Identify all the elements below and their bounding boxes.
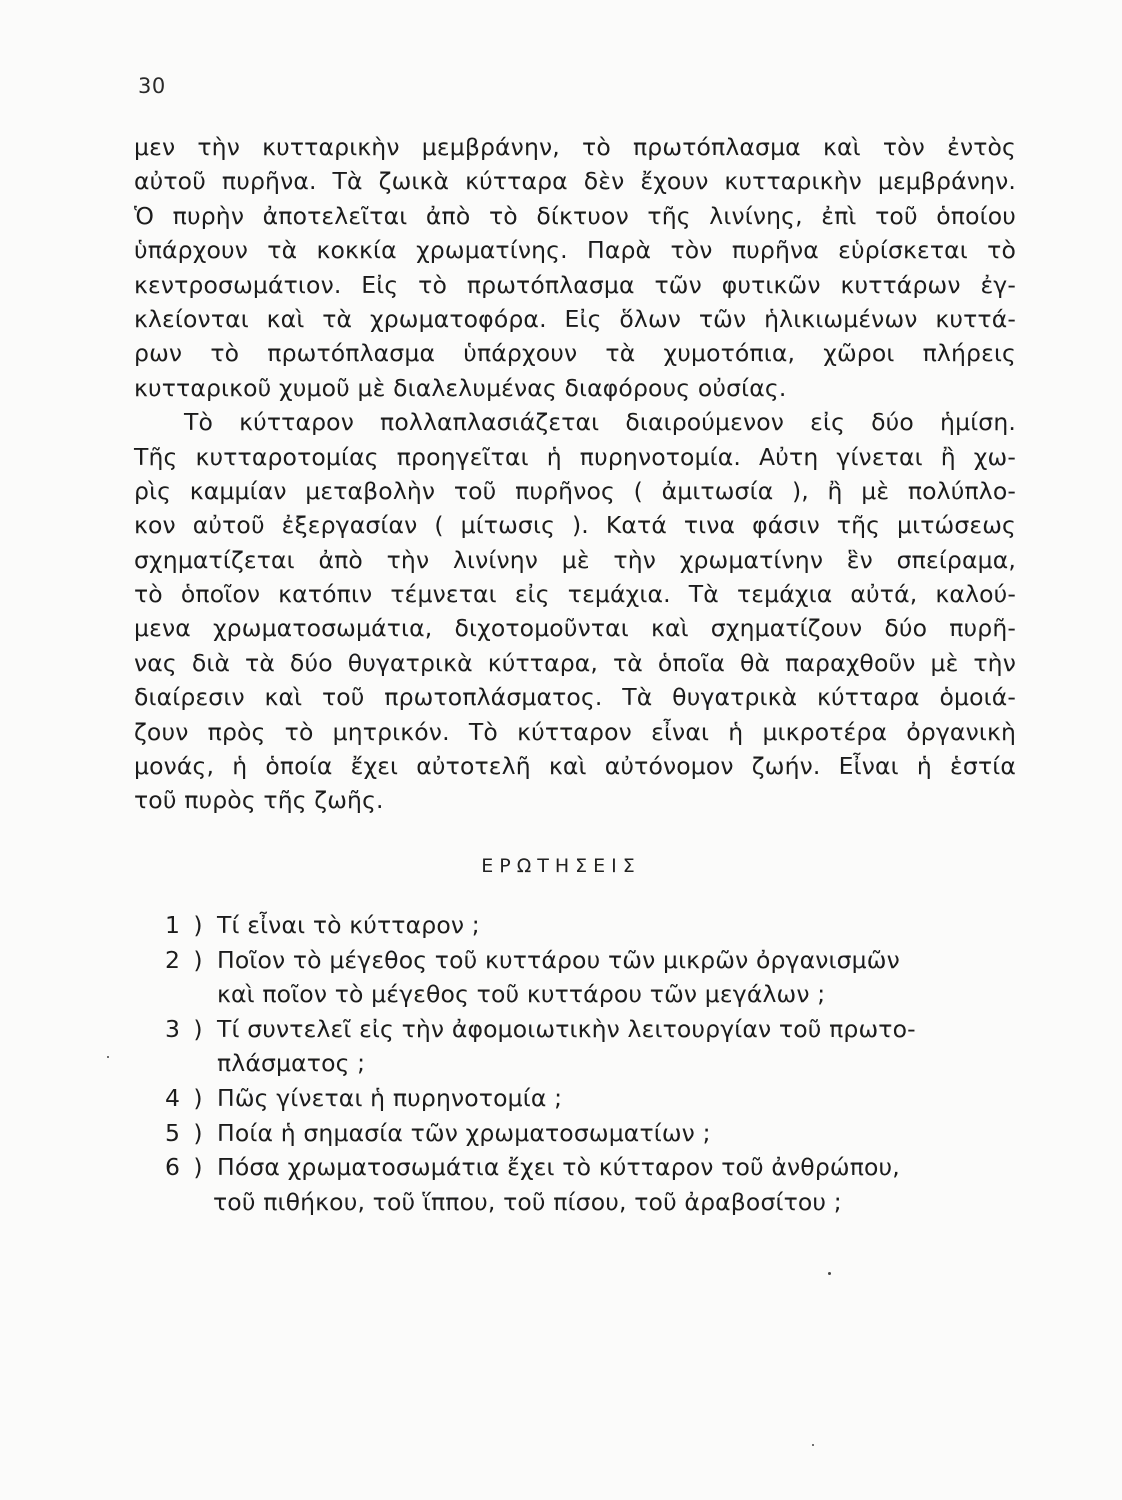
question-continuation: πλάσματος ;	[217, 1049, 366, 1078]
question-continuation: τοῦ πιθήκου, τοῦ ἵππου, τοῦ πίσου, τοῦ ἀραβοσίτου ;	[213, 1187, 842, 1216]
question-text: Ποῖον τὸ μέγεθος τοῦ κυττάρου τῶν μικρῶν ὀργανισμῶν	[217, 945, 900, 974]
ink-speck	[828, 1272, 831, 1275]
question-number: 5 )	[165, 1118, 206, 1147]
text-line: μενα χρωματοσωμάτια, διχοτομοῦνται καὶ σχηματίζουν δύο πυρῆ-	[134, 614, 1016, 643]
text-line: μεν τὴν κυτταρικὴν μεμβράνην, τὸ πρωτόπλασμα καὶ τὸν ἐντὸς	[134, 133, 1016, 161]
question-item	[165, 943, 1025, 978]
question-item	[165, 1081, 1025, 1116]
questions-list	[165, 908, 1025, 1219]
question-number: 6 )	[165, 1153, 206, 1182]
question-text: Πόσα χρωματοσωμάτια ἔχει τὸ κύτταρον τοῦ ἀνθρώπου,	[217, 1153, 900, 1182]
text-line: κεντροσωμάτιον. Εἰς τὸ πρωτόπλασμα τῶν φυτικῶν κυττάρων ἐγ-	[134, 270, 1016, 299]
question-text: Τί εἶναι τὸ κύτταρον ;	[217, 911, 480, 939]
text-line: τοῦ πυρὸς τῆς ζωῆς.	[134, 786, 384, 815]
text-line: διαίρεσιν καὶ τοῦ πρωτοπλάσματος. Τὰ θυγατρικὰ κύτταρα ὁμοιά-	[134, 683, 1016, 712]
question-text: Ποία ἡ σημασία τῶν χρωματοσωματίων ;	[217, 1118, 711, 1147]
questions-heading: ΕΡΩΤΗΣΕΙΣ	[481, 855, 641, 877]
text-line: σχηματίζεται ἀπὸ τὴν λινίνην μὲ τὴν χρωματίνην ἓν σπείραμα,	[134, 545, 1016, 574]
question-number: 4 )	[165, 1083, 206, 1112]
text-line: μονάς, ἡ ὁποία ἔχει αὐτοτελῆ καὶ αὐτόνομον ζωήν. Εἶναι ἡ ἑστία	[134, 752, 1016, 781]
question-text: Τί συντελεῖ εἰς τὴν ἀφομοιωτικὴν λειτουργίαν τοῦ πρωτο-	[217, 1014, 916, 1043]
question-item	[165, 1116, 1025, 1151]
text-line: Ὁ πυρὴν ἀποτελεῖται ἀπὸ τὸ δίκτυον τῆς λινίνης, ἐπὶ τοῦ ὁποίου	[134, 201, 1016, 230]
question-number: 2 )	[165, 945, 206, 974]
question-number: 3 )	[165, 1014, 206, 1043]
text-line: κυτταρικοῦ χυμοῦ μὲ διαλελυμένας διαφόρους οὐσίας.	[134, 373, 787, 402]
ink-speck	[812, 1444, 814, 1446]
question-item	[165, 1012, 1025, 1047]
question-item	[165, 908, 1025, 943]
text-line: ζουν πρὸς τὸ μητρικόν. Τὸ κύτταρον εἶναι ἡ μικροτέρα ὀργανικὴ	[134, 717, 1016, 746]
text-line: ρων τὸ πρωτόπλασμα ὑπάρχουν τὰ χυμοτόπια, χῶροι πλήρεις	[134, 339, 1016, 368]
text-line: ὑπάρχουν τὰ κοκκία χρωματίνης. Παρὰ τὸν πυρῆνα εὑρίσκεται τὸ	[134, 236, 1016, 265]
text-line: κλείονται καὶ τὰ χρωματοφόρα. Εἰς ὅλων τῶν ἡλικιωμένων κυττά-	[134, 304, 1016, 333]
text-line: κον αὐτοῦ ἐξεργασίαν ( μίτωσις ). Κατά τινα φάσιν τῆς μιτώσεως	[134, 511, 1016, 540]
question-continuation: καὶ ποῖον τὸ μέγεθος τοῦ κυττάρου τῶν μεγάλων ;	[217, 980, 826, 1009]
text-line: τὸ ὁποῖον κατόπιν τέμνεται εἰς τεμάχια. Τὰ τεμάχια αὐτά, καλού-	[134, 580, 1016, 609]
text-line: ρὶς καμμίαν μεταβολὴν τοῦ πυρῆνος ( ἀμιτωσία ), ἢ μὲ πολύπλο-	[134, 476, 1016, 505]
question-text: Πῶς γίνεται ἡ πυρηνοτομία ;	[217, 1083, 563, 1112]
question-number: 1 )	[165, 911, 206, 939]
paragraph-start-line: Τὸ κύτταρον πολλαπλασιάζεται διαιρούμενον εἰς δύο ἡμίση.	[184, 408, 1016, 437]
text-line: νας διὰ τὰ δύο θυγατρικὰ κύτταρα, τὰ ὁποῖα θὰ παραχθοῦν μὲ τὴν	[134, 648, 1016, 677]
body-text	[134, 130, 1016, 818]
text-line: αὐτοῦ πυρῆνα. Τὰ ζωικὰ κύτταρα δὲν ἔχουν κυτταρικὴν μεμβράνην.	[134, 167, 1016, 196]
page-number: 30	[138, 74, 166, 98]
ink-speck	[107, 1056, 109, 1058]
text-line: Τῆς κυτταροτομίας προηγεῖται ἡ πυρηνοτομία. Αὐτη γίνεται ἢ χω-	[134, 442, 1016, 471]
question-item	[165, 1150, 1025, 1185]
